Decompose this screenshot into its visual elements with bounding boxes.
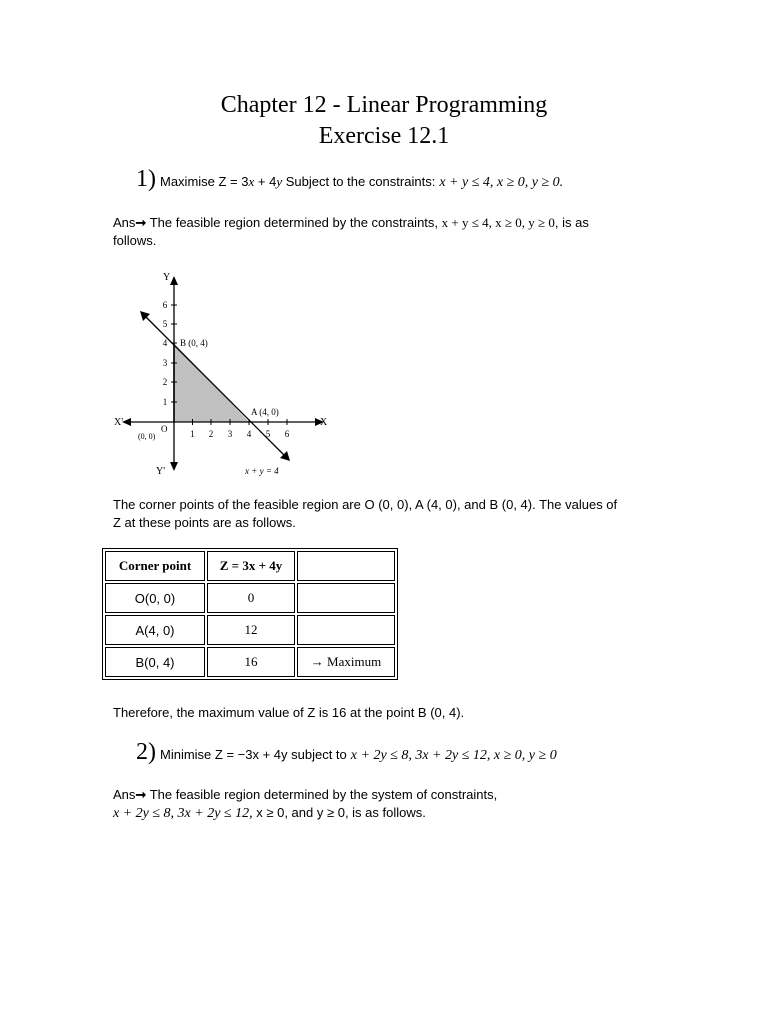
table-cell <box>297 615 395 645</box>
x-prime-axis-label: X' <box>114 417 124 428</box>
y-tick-label: 4 <box>162 338 168 348</box>
table-header-cell: Z = 3x + 4y <box>207 551 295 581</box>
feasible-region-graph <box>110 268 335 480</box>
x-tick-label: 4 <box>246 429 252 439</box>
table-header-row <box>105 551 395 581</box>
chapter-title: Chapter 12 - Linear Programming <box>220 92 548 118</box>
table-row <box>105 647 395 677</box>
arrow-right-icon: ➞ <box>135 787 147 802</box>
point-b-label: B (0, 4) <box>180 338 208 348</box>
table-cell: O(0, 0) <box>105 583 205 613</box>
x-axis-label: X <box>320 417 328 428</box>
y-tick-label: 2 <box>162 377 168 387</box>
y-prime-axis-label: Y' <box>156 466 166 477</box>
arrow-right-icon: ➞ <box>135 215 147 230</box>
x-tick-label: 5 <box>265 429 271 439</box>
question-1 <box>136 166 563 193</box>
table-header-cell <box>297 551 395 581</box>
table-cell: B(0, 4) <box>105 647 205 677</box>
question-number: 1) <box>136 166 156 192</box>
y-axis-label: Y <box>163 272 171 283</box>
table-header-cell: Corner point <box>105 551 205 581</box>
y-axis-arrow-up-icon <box>170 276 178 285</box>
table-cell: 12 <box>207 615 295 645</box>
y-tick-label: 5 <box>162 319 168 329</box>
question-text: Minimise Z = −3x + 4y subject to <box>160 747 347 762</box>
x-tick-label: 6 <box>284 429 290 439</box>
line-equation-label: x + y = 4 <box>245 466 279 476</box>
conclusion-text: Therefore, the maximum value of Z is 16 at the point B (0, 4). <box>113 705 465 720</box>
question-text: Maximise Z = 3x + 4y Subject to the constraints: <box>160 174 436 189</box>
corner-points-paragraph: The corner points of the feasible region are O (0, 0), A (4, 0), and B (0, 4). The values of Z at these points are as follows. <box>113 497 618 530</box>
y-tick-label: 6 <box>162 300 168 310</box>
table-row <box>105 583 395 613</box>
origin-point-label: (0, 0) <box>138 432 156 441</box>
table-cell <box>297 583 395 613</box>
question-constraints: x + y ≤ 4, x ≥ 0, y ≥ 0. <box>439 175 564 190</box>
answer-1: Ans➞ The feasible region determined by the constraints, x + y ≤ 4, x ≥ 0, y ≥ 0, is as follows. <box>113 215 589 248</box>
table-row <box>105 615 395 645</box>
y-tick-label: 3 <box>162 358 168 368</box>
answer-2: Ans➞ The feasible region determined by the system of constraints, x + 2y ≤ 8, 3x + 2y ≤ 12, x ≥ 0, and y ≥ 0, is as follows. <box>113 787 498 821</box>
x-tick-label: 2 <box>208 429 214 439</box>
exercise-title: Exercise 12.1 <box>318 123 450 149</box>
table-cell: 16 <box>207 647 295 677</box>
question-constraints: x + 2y ≤ 8, 3x + 2y ≤ 12, x ≥ 0, y ≥ 0 <box>350 748 557 763</box>
question-number: 2) <box>136 739 156 765</box>
corner-point-table <box>102 548 398 680</box>
x-tick-label: 3 <box>227 429 233 439</box>
x-axis-arrow-left-icon <box>122 418 131 426</box>
x-tick-label: 1 <box>190 429 195 439</box>
table-cell: 0 <box>207 583 295 613</box>
point-a-label: A (4, 0) <box>251 407 279 417</box>
y-axis-arrow-down-icon <box>170 462 178 471</box>
origin-label: O <box>161 424 168 434</box>
question-2 <box>136 739 557 766</box>
table-cell: → Maximum <box>297 647 395 677</box>
y-tick-label: 1 <box>162 397 168 407</box>
table-cell: A(4, 0) <box>105 615 205 645</box>
